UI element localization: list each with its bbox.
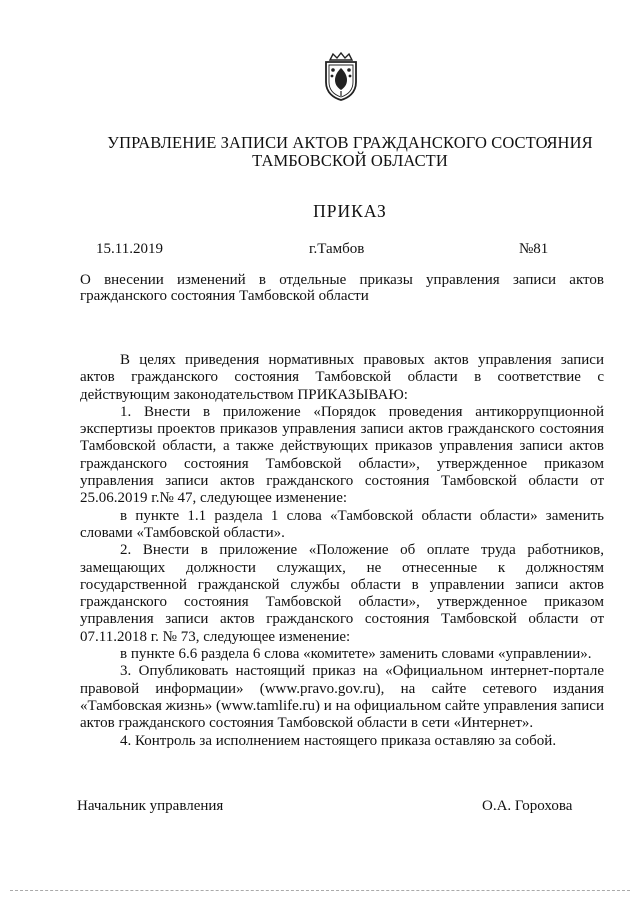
body-paragraph-item-3: 3. Опубликовать настоящий приказ на «Официальном интернет-портале правовой информации» (www.pravo.gov.ru), на сайте сетевого издания «Тамбовская жизнь» (www.tamlife.ru) и на официальном сайте управления записи актов гражданского состояния Тамбовской области в сети «Интернет». [80, 663, 604, 732]
document-date: 15.11.2019 [96, 241, 163, 257]
organization-title-line-2: ТАМБОВСКОЙ ОБЛАСТИ [252, 151, 448, 170]
document-subject: О внесении изменений в отдельные приказы управления записи актов гражданского состояния Тамбовской области [80, 272, 604, 304]
body-paragraph-item-4: 4. Контроль за исполнением настоящего приказа оставляю за собой. [120, 732, 557, 749]
organization-title [60, 134, 640, 170]
body-paragraph-item-1-change: в пункте 1.1 раздела 1 слова «Тамбовской области области» заменить словами «Тамбовской области». [80, 507, 604, 541]
coat-of-arms-icon [321, 52, 361, 102]
body-paragraph-item-2: 2. Внести в приложение «Положение об оплате труда работников, замещающих должности служащих, не отнесенные к должностям государственной гражданской службы области в управлении записи актов гражданского состояния Тамбовской области», утвержденное приказом управления записи актов гражданского состояния Тамбовской области от 07.11.2018 г. № 73, следующее изменение: [80, 542, 604, 645]
organization-title-line-1: УПРАВЛЕНИЕ ЗАПИСИ АКТОВ ГРАЖДАНСКОГО СОСТОЯНИЯ [107, 133, 593, 152]
document-number: №81 [519, 241, 549, 257]
body-paragraph-item-2-change: в пункте 6.6 раздела 6 слова «комитете» заменить словами «управлении». [120, 646, 592, 663]
document-body [80, 352, 604, 750]
body-paragraph-preamble: В целях приведения нормативных правовых актов управления записи актов гражданского состояния Тамбовской области в соответствие с действующим законодательством ПРИКАЗЫВАЮ: [80, 352, 604, 403]
signatory-position: Начальник управления [77, 798, 224, 814]
document-type: ПРИКАЗ [313, 201, 387, 221]
scan-edge-line [10, 890, 630, 891]
signatory-name: О.А. Горохова [482, 798, 573, 814]
document-city: г.Тамбов [309, 241, 365, 257]
body-paragraph-item-1: 1. Внести в приложение «Порядок проведения антикоррупционной экспертизы проектов приказов управления записи актов гражданского состояния Тамбовской области, а также действующих приказов управления записи актов гражданского состояния Тамбовской области», утвержденное приказом управления записи актов гражданского состояния Тамбовской области от 25.06.2019 г.№ 47, следующее изменение: [80, 403, 604, 507]
